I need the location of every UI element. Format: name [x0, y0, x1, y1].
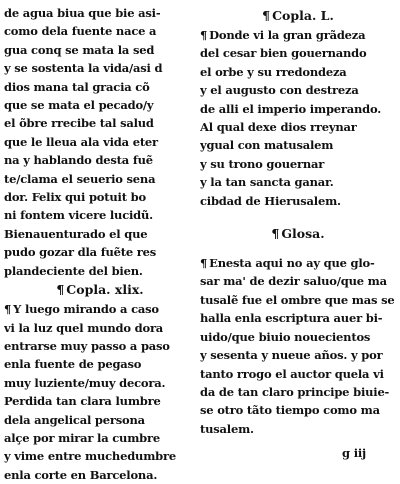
text-line: vi la luz quel mundo dora — [4, 320, 164, 335]
text-line: como dela fuente nace a — [4, 24, 157, 39]
text-line: y sesenta y nueue años. y por — [200, 348, 383, 363]
text-line: y el augusto con destreza — [200, 83, 359, 98]
text-line: de agua biua que bie asi- — [4, 6, 161, 20]
pilcrow-mark: ¶ — [200, 28, 208, 42]
text-line: pudo gozar dla fuẽte res — [4, 245, 157, 260]
text-line: plandeciente del bien. — [4, 263, 143, 278]
text-line: y la tan sancta ganar. — [200, 175, 334, 190]
text-line: sar ma' de dezir saluo/que ma — [200, 274, 387, 289]
left-text-block-1 — [4, 4, 196, 280]
text-line-content: Y luego mirando a caso — [13, 302, 159, 317]
text-line: de alli el imperio imperando. — [200, 101, 382, 116]
text-line: ygual con matusalem — [200, 138, 334, 153]
glosa-title: Glosa. — [281, 226, 325, 242]
left-text-block-2 — [4, 300, 196, 484]
text-line: Bienauenturado el que — [4, 226, 148, 241]
text-line: tanto rrogo el auctor quela vi — [200, 366, 384, 381]
copla-l-title: Copla. L. — [272, 8, 334, 23]
text-line: dor. Felix qui potuit bo — [4, 190, 146, 205]
right-column — [200, 6, 396, 463]
text-line: alçe por mirar la cumbre — [4, 430, 160, 445]
text-line-content: Donde vi la gran grãdeza — [209, 28, 366, 42]
text-line: da de tan claro principe biuie- — [200, 384, 390, 399]
text-line: el õbre rrecibe tal salud — [4, 116, 154, 131]
text-line: na y hablando desta fuẽ — [4, 153, 153, 168]
text-line — [200, 26, 396, 44]
pilcrow-mark: ¶ — [262, 8, 271, 23]
text-line: que se mata el pecado/y — [4, 98, 154, 113]
text-line: que le lleua ala vida eter — [4, 134, 158, 149]
left-column — [4, 4, 196, 484]
text-line: entrarse muy passo a paso — [4, 338, 170, 353]
text-line: y se sostenta la vida/asi d — [4, 61, 163, 76]
text-line: te/clama el seuerio sena — [4, 171, 156, 186]
pilcrow-mark: ¶ — [200, 256, 208, 271]
text-line-content: Enesta aqui no ay que glo- — [209, 256, 375, 271]
text-line: del cesar bien gouernando — [200, 46, 367, 61]
pilcrow-mark: ¶ — [271, 226, 280, 242]
text-line — [200, 254, 396, 272]
text-line: cibdad de Hierusalem. — [200, 193, 341, 208]
text-line: y su trono gouernar — [200, 156, 325, 171]
text-line: enla corte en Barcelona. — [4, 467, 158, 482]
signature-mark: g iij — [342, 446, 366, 461]
pilcrow-mark: ¶ — [4, 302, 12, 317]
text-line — [4, 300, 196, 318]
text-line: tusalem. — [200, 421, 254, 436]
glosa-heading — [200, 224, 396, 244]
text-line: el orbe y su rredondeza — [200, 64, 347, 79]
text-line: halla enla escriptura auer bi- — [200, 311, 383, 326]
text-line: enla fuente de pegaso — [4, 357, 142, 372]
text-line: tusalẽ fue el ombre que mas se — [200, 292, 395, 307]
right-text-block-1 — [200, 26, 396, 210]
text-line: se otro tãto tiempo como ma — [200, 403, 380, 418]
text-line: gua conq se mata la sed — [4, 42, 155, 57]
copla-xlix-title: Copla. xlix. — [66, 282, 144, 298]
text-line: ni fontem vicere lucidũ. — [4, 208, 153, 223]
text-line: Perdida tan clara lumbre — [4, 394, 161, 409]
text-line: dios mana tal gracia cõ — [4, 79, 150, 94]
copla-l-heading — [200, 6, 396, 26]
text-line: muy luziente/muy decora. — [4, 375, 166, 390]
pilcrow-mark: ¶ — [56, 282, 65, 298]
text-line: Al qual dexe dios rreynar — [200, 120, 357, 135]
text-line: dela angelical persona — [4, 412, 145, 427]
right-text-block-2 — [200, 254, 396, 438]
copla-xlix-heading — [4, 280, 196, 300]
text-line: uido/que biuio nouecientos — [200, 329, 371, 344]
text-line: y vime entre muchedumbre — [4, 449, 176, 464]
